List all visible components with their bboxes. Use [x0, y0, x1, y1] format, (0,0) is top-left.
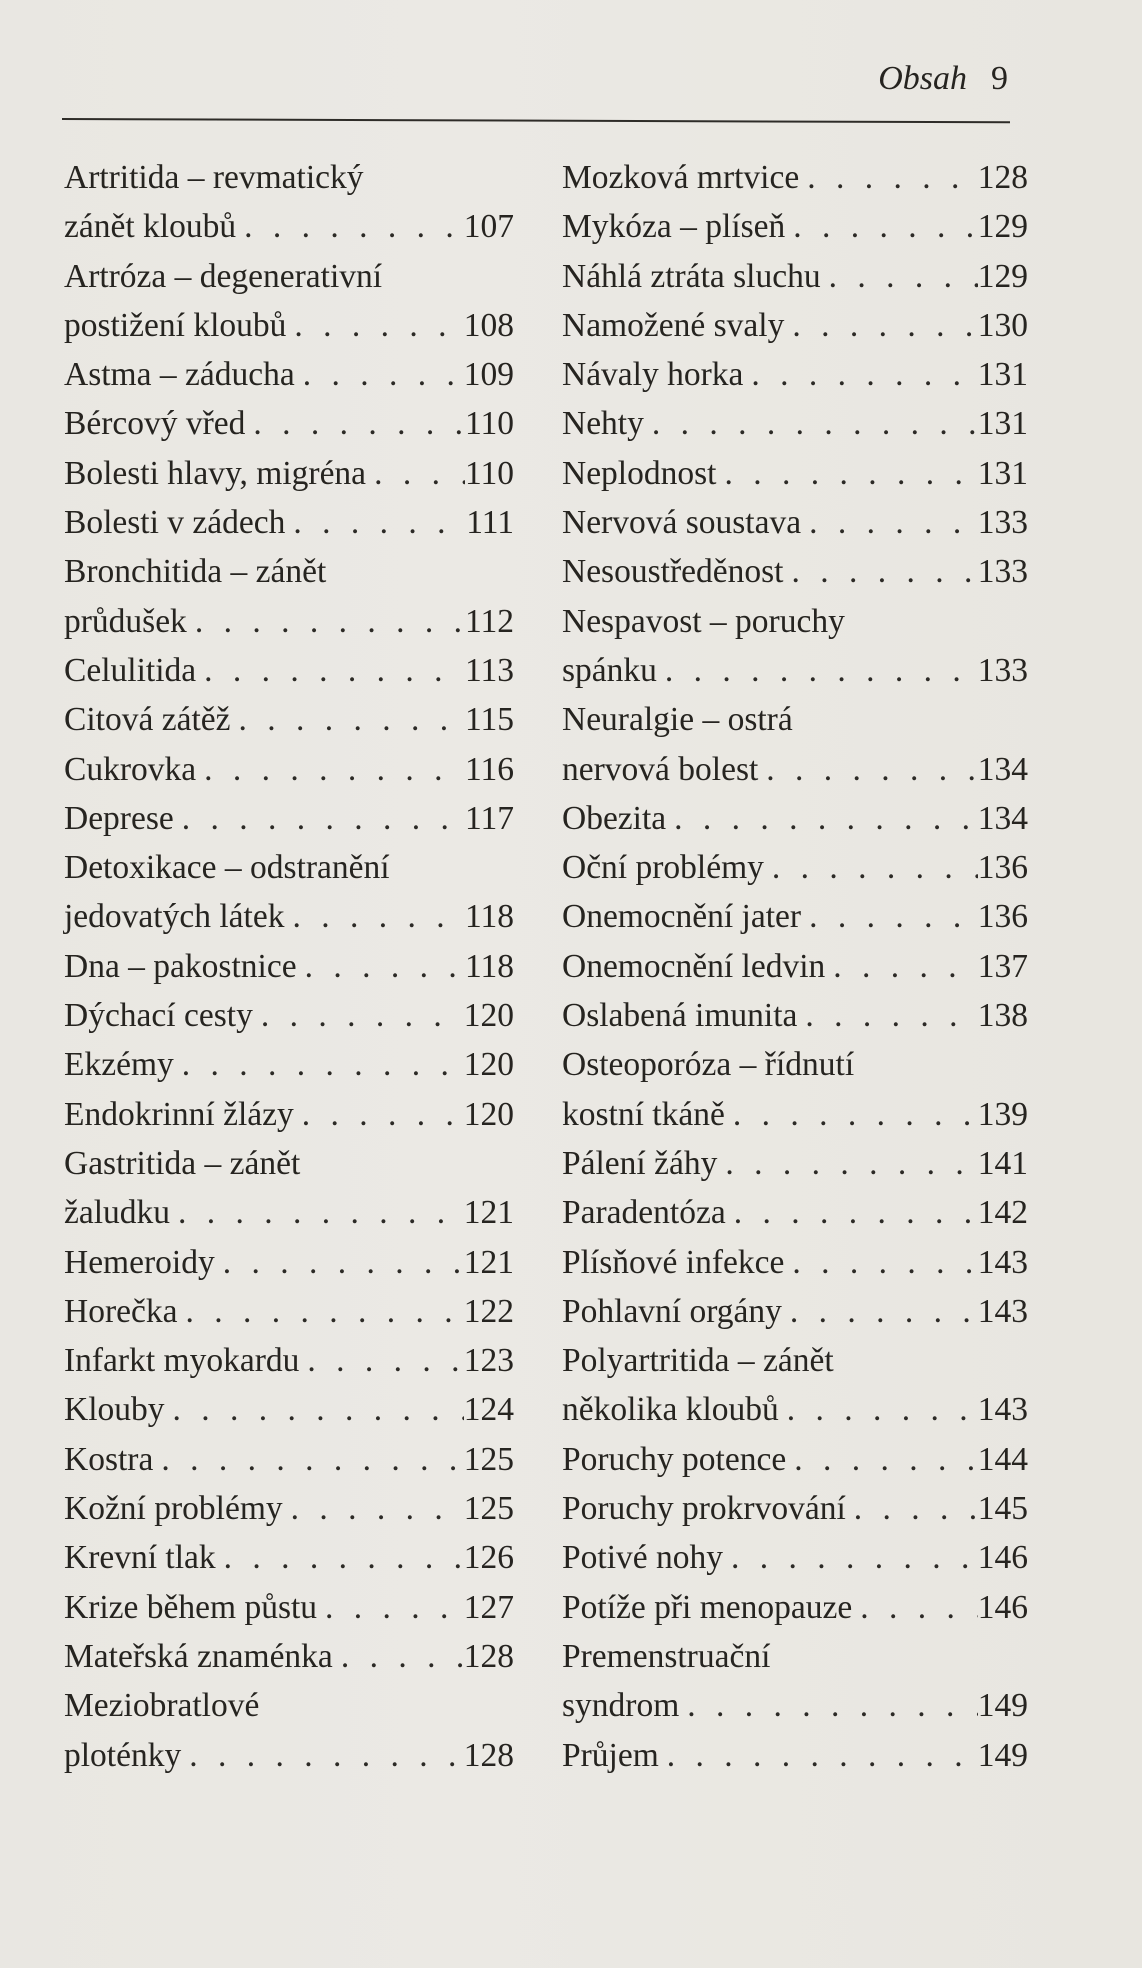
- toc-entry-page-number: 116: [464, 750, 514, 788]
- toc-entry-page-number: 131: [977, 454, 1028, 492]
- dot-leader: [846, 1484, 978, 1533]
- toc-entry-leader-row: [562, 498, 1028, 547]
- toc-entry: [64, 695, 514, 744]
- toc-entry-line: Meziobratlové: [64, 1687, 260, 1725]
- toc-entry-title: Dýchací cesty: [64, 997, 253, 1035]
- toc-entry: [64, 1336, 514, 1385]
- toc-entry: [64, 942, 514, 991]
- toc-entry-leader-row: [562, 202, 1028, 251]
- toc-entry-leader-row: [562, 1731, 1028, 1780]
- toc-entry-title: Kožní problémy: [64, 1490, 283, 1528]
- toc-entry-page-number: 120: [463, 1046, 514, 1084]
- dot-leader: [216, 1533, 464, 1582]
- toc-entry-line: Bronchitida – zánět: [64, 553, 327, 591]
- toc-entry-title: Neplodnost: [562, 454, 717, 492]
- toc-entry-leader-row: [64, 1238, 514, 1287]
- dot-leader: [245, 399, 465, 448]
- toc-entry: [64, 350, 514, 399]
- toc-entry-page-number: 134: [977, 799, 1028, 837]
- toc-entry-page-number: 129: [977, 208, 1028, 246]
- toc-entry-leader-row: [64, 399, 514, 448]
- toc-entry-leader-row: [64, 942, 514, 991]
- toc-entry: [64, 1090, 514, 1139]
- toc-entry-leader-row: [562, 1484, 1028, 1533]
- toc-entry: [562, 449, 1028, 498]
- toc-entry-leader-row: [64, 695, 514, 744]
- toc-entry-title: ploténky: [64, 1736, 182, 1774]
- toc-entry: [64, 547, 514, 646]
- toc-entry-leader-row: [64, 301, 514, 350]
- toc-entry-leader-row: [562, 794, 1028, 843]
- toc-entry: [562, 1188, 1028, 1237]
- toc-entry-title: průdušek: [64, 602, 187, 640]
- toc-entry-title: Paradentóza: [562, 1194, 726, 1232]
- toc-entry-page-number: 126: [463, 1539, 514, 1577]
- dot-leader: [725, 1090, 978, 1139]
- dot-leader: [333, 1632, 464, 1681]
- toc-entry-line: Gastritida – zánět: [64, 1144, 301, 1182]
- toc-entry: [562, 202, 1028, 251]
- toc-entry-page-number: 121: [463, 1243, 514, 1281]
- toc-entry: [64, 1238, 514, 1287]
- toc-entry-page-number: 143: [977, 1292, 1028, 1330]
- toc-entry-title: Krevní tlak: [64, 1539, 216, 1577]
- toc-entry-title: Bolesti v zádech: [64, 504, 286, 542]
- toc-entry-page-number: 113: [464, 651, 514, 689]
- toc-entry-leader-row: [64, 1484, 514, 1533]
- toc-entry-page-number: 131: [977, 405, 1028, 443]
- dot-leader: [785, 202, 977, 251]
- toc-entry-leader-row: [562, 252, 1028, 301]
- toc-entry-page-number: 137: [977, 947, 1028, 985]
- toc-entry: [64, 1484, 514, 1533]
- toc-entry-leader-row: [64, 202, 514, 251]
- toc-entry-page-number: 143: [977, 1391, 1028, 1429]
- toc-entry: [562, 695, 1028, 794]
- dot-leader: [153, 1435, 463, 1484]
- toc-entry: [64, 1040, 514, 1089]
- toc-entry-title: Krize během půstu: [64, 1588, 318, 1626]
- toc-entry-page-number: 109: [463, 356, 514, 394]
- toc-entry-line: Neuralgie – ostrá: [562, 701, 793, 739]
- toc-entry-leader-row: [562, 1385, 1028, 1434]
- toc-entry: [562, 1632, 1028, 1731]
- dot-leader: [783, 547, 977, 596]
- toc-entry-leader-row: [562, 153, 1028, 202]
- toc-entry-leader-row: [64, 350, 514, 399]
- toc-entry-title: spánku: [562, 651, 657, 689]
- toc-entry-title: Infarkt myokardu: [64, 1342, 300, 1380]
- dot-leader: [253, 991, 464, 1040]
- toc-entry: [64, 1533, 514, 1582]
- toc-entry-title: Poruchy prokrvování: [562, 1490, 846, 1528]
- dot-leader: [283, 1484, 464, 1533]
- toc-entry-title: Průjem: [562, 1736, 659, 1774]
- toc-entry-title: Onemocnění ledvin: [562, 947, 826, 985]
- toc-entry: [64, 1583, 514, 1632]
- toc-entry-page-number: 120: [463, 1095, 514, 1133]
- running-header: [878, 62, 1008, 96]
- toc-entry-title: Nesoustředěnost: [562, 553, 784, 591]
- toc-entry-title: Dna – pakostnice: [64, 947, 297, 985]
- toc-entry-line: Premenstruační: [562, 1637, 771, 1675]
- toc-entry-title: Obezita: [562, 799, 667, 837]
- toc-entry: [562, 991, 1028, 1040]
- dot-leader: [295, 350, 464, 399]
- toc-entry-title: kostní tkáně: [562, 1095, 725, 1133]
- toc-left-column: [64, 153, 514, 1780]
- dot-leader: [758, 745, 977, 794]
- dot-leader: [784, 301, 977, 350]
- toc-entry-leader-row: [64, 794, 514, 843]
- toc-entry-leader-row: [64, 646, 514, 695]
- toc-entry-leader-row: [64, 1435, 514, 1484]
- toc-entry-leader-row: [562, 1681, 1028, 1730]
- toc-entry-title: Horečka: [64, 1292, 178, 1330]
- toc-entry-title: Bércový vřed: [64, 405, 246, 443]
- toc-entry: [562, 301, 1028, 350]
- header-page-number: 9: [991, 60, 1008, 97]
- toc-entry-title: Bolesti hlavy, migréna: [64, 454, 367, 492]
- toc-entry: [562, 1287, 1028, 1336]
- dot-leader: [743, 350, 977, 399]
- dot-leader: [294, 1090, 464, 1139]
- toc-entry-title: syndrom: [562, 1687, 680, 1725]
- toc-entry-leader-row: [64, 1731, 514, 1780]
- toc-entry-title: Plísňové infekce: [562, 1243, 785, 1281]
- toc-entry: [562, 1336, 1028, 1435]
- dot-leader: [174, 1040, 464, 1089]
- toc-entry-title: Nervová soustava: [562, 504, 802, 542]
- toc-entry: [562, 153, 1028, 202]
- toc-entry-page-number: 128: [977, 159, 1028, 196]
- header-title: Obsah: [878, 60, 967, 97]
- toc-entry-leader-row: [562, 1533, 1028, 1582]
- toc-entry: [562, 350, 1028, 399]
- toc-entry-page-number: 107: [463, 208, 514, 246]
- toc-entry-leader-row: [562, 399, 1028, 448]
- toc-entry-page-number: 117: [464, 799, 514, 837]
- toc-entry-title: Ekzémy: [64, 1046, 174, 1084]
- toc-entry-page-number: 121: [463, 1194, 514, 1232]
- toc-entry-title: Deprese: [64, 799, 174, 837]
- toc-entry-page-number: 141: [977, 1144, 1028, 1182]
- toc-entry: [562, 597, 1028, 696]
- toc-entry: [562, 1139, 1028, 1188]
- toc-entry: [64, 449, 514, 498]
- toc-entry-leader-row: [562, 301, 1028, 350]
- toc-entry: [562, 547, 1028, 596]
- toc-entry-line: Artróza – degenerativní: [64, 257, 383, 295]
- dot-leader: [679, 1681, 978, 1730]
- dot-leader: [366, 449, 465, 498]
- toc-entry: [64, 991, 514, 1040]
- dot-leader: [821, 252, 978, 301]
- dot-leader: [299, 1336, 463, 1385]
- dot-leader: [181, 1731, 464, 1780]
- toc-entry-page-number: 138: [977, 997, 1028, 1035]
- dot-leader: [286, 301, 463, 350]
- dot-leader: [284, 892, 465, 941]
- dot-leader: [644, 399, 978, 448]
- toc-entry-leader-row: [64, 1336, 514, 1385]
- dot-leader: [786, 1435, 978, 1484]
- toc-entry-page-number: 145: [977, 1490, 1028, 1528]
- dot-leader: [657, 646, 978, 695]
- dot-leader: [317, 1583, 464, 1632]
- toc-entry-page-number: 125: [463, 1440, 514, 1478]
- toc-entry-title: Celulitida: [64, 651, 197, 689]
- dot-leader: [231, 695, 465, 744]
- toc-entry-leader-row: [64, 1533, 514, 1582]
- toc-entry-title: Klouby: [64, 1391, 165, 1429]
- toc-entry-leader-row: [562, 350, 1028, 399]
- toc-entry-page-number: 125: [463, 1490, 514, 1528]
- toc-entry-page-number: 133: [977, 504, 1028, 542]
- toc-entry-line: Nespavost – poruchy: [562, 602, 845, 640]
- header-rule: [62, 118, 1010, 123]
- toc-entry-leader-row: [562, 1435, 1028, 1484]
- toc-entry-leader-row: [562, 942, 1028, 991]
- toc-entry-title: Hemeroidy: [64, 1243, 215, 1281]
- toc-entry-title: Oslabená imunita: [562, 997, 798, 1035]
- dot-leader: [177, 1287, 463, 1336]
- toc-entry-leader-row: [562, 1238, 1028, 1287]
- toc-entry-leader-row: [64, 1385, 514, 1434]
- toc-right-column: [562, 153, 1028, 1780]
- toc-entry: [562, 399, 1028, 448]
- dot-leader: [779, 1385, 978, 1434]
- toc-entry-page-number: 110: [464, 405, 514, 443]
- toc-entry-leader-row: [64, 498, 514, 547]
- toc-entry-title: Poruchy potence: [562, 1440, 787, 1478]
- toc-entry-page-number: 130: [977, 306, 1028, 344]
- toc-entry: [562, 1533, 1028, 1582]
- toc-entry-title: Náhlá ztráta sluchu: [562, 257, 821, 295]
- dot-leader: [297, 942, 465, 991]
- dot-leader: [852, 1583, 978, 1632]
- toc-entry-leader-row: [562, 1090, 1028, 1139]
- toc-entry-title: několika kloubů: [562, 1391, 779, 1429]
- toc-entry-page-number: 112: [464, 602, 514, 640]
- toc-entry: [562, 1731, 1028, 1780]
- toc-entry-page-number: 136: [977, 849, 1028, 887]
- toc-entry-leader-row: [562, 745, 1028, 794]
- dot-leader: [801, 892, 978, 941]
- dot-leader: [285, 498, 466, 547]
- toc-entry-page-number: 128: [463, 1637, 514, 1675]
- toc-entry-title: Mateřská znaménka: [64, 1637, 333, 1675]
- toc-entry: [562, 498, 1028, 547]
- toc-entry-page-number: 133: [977, 553, 1028, 591]
- toc-entry: [64, 1435, 514, 1484]
- dot-leader: [716, 449, 977, 498]
- toc-entry-line: Polyartritida – zánět: [562, 1342, 834, 1380]
- toc-entry-page-number: 123: [463, 1342, 514, 1380]
- toc-entry-page-number: 120: [463, 997, 514, 1035]
- toc-entry-leader-row: [64, 745, 514, 794]
- toc-entry: [562, 892, 1028, 941]
- toc-entry-page-number: 129: [977, 257, 1028, 295]
- toc-entry: [562, 1435, 1028, 1484]
- dot-leader: [801, 498, 978, 547]
- toc-entry-title: Onemocnění jater: [562, 898, 802, 936]
- toc-entry-leader-row: [562, 547, 1028, 596]
- toc-entry: [64, 1139, 514, 1238]
- dot-leader: [174, 794, 465, 843]
- toc-entry: [64, 794, 514, 843]
- toc-entry-page-number: 111: [466, 504, 514, 542]
- toc-entry-leader-row: [562, 449, 1028, 498]
- toc-entry: [562, 252, 1028, 301]
- toc-entry-leader-row: [64, 597, 514, 646]
- toc-entry: [64, 745, 514, 794]
- toc-entry: [64, 1632, 514, 1681]
- toc-entry: [562, 1040, 1028, 1139]
- toc-entry-leader-row: [562, 991, 1028, 1040]
- dot-leader: [170, 1188, 464, 1237]
- toc-entry-page-number: 108: [463, 306, 514, 344]
- toc-entry-title: Cukrovka: [64, 750, 197, 788]
- dot-leader: [782, 1287, 978, 1336]
- toc-entry-page-number: 128: [463, 1736, 514, 1774]
- toc-entry-page-number: 136: [977, 898, 1028, 936]
- dot-leader: [797, 991, 977, 1040]
- toc-entry-page-number: 118: [464, 898, 514, 936]
- toc-entry: [562, 1238, 1028, 1287]
- toc-entry: [64, 153, 514, 252]
- toc-entry-page-number: 149: [977, 1736, 1028, 1774]
- toc-entry-title: Pohlavní orgány: [562, 1292, 782, 1330]
- toc-entry: [64, 1385, 514, 1434]
- dot-leader: [784, 1238, 977, 1287]
- dot-leader: [215, 1238, 464, 1287]
- toc-entry-page-number: 149: [977, 1687, 1028, 1725]
- toc-entry-line: Osteoporóza – řídnutí: [562, 1046, 855, 1084]
- toc-entry-page-number: 146: [977, 1588, 1028, 1626]
- toc-entry-title: Návaly horka: [562, 356, 744, 394]
- toc-entry: [562, 843, 1028, 892]
- toc-entry-page-number: 131: [977, 356, 1028, 394]
- dot-leader: [723, 1533, 978, 1582]
- toc-entry-title: Astma – záducha: [64, 356, 295, 394]
- toc-entry-leader-row: [562, 1287, 1028, 1336]
- toc-entry-page-number: 122: [463, 1292, 514, 1330]
- dot-leader: [799, 153, 978, 202]
- dot-leader: [666, 794, 978, 843]
- toc-entry: [64, 1681, 514, 1780]
- toc-entry-title: Pálení žáhy: [562, 1144, 718, 1182]
- toc-entry-page-number: 146: [977, 1539, 1028, 1577]
- toc-entry-title: Nehty: [562, 405, 644, 443]
- dot-leader: [187, 597, 465, 646]
- toc-entry-leader-row: [64, 1632, 514, 1681]
- toc-entry-title: Mozková mrtvice: [562, 159, 800, 196]
- toc-entry-leader-row: [562, 1583, 1028, 1632]
- toc-entry-leader-row: [64, 1090, 514, 1139]
- toc-entry-page-number: 127: [463, 1588, 514, 1626]
- toc-entry: [64, 399, 514, 448]
- toc-entry-title: Mykóza – plíseň: [562, 208, 786, 246]
- toc-entry-title: zánět kloubů: [64, 208, 237, 246]
- toc-entry-page-number: 133: [977, 651, 1028, 689]
- dot-leader: [825, 942, 977, 991]
- toc-entry-page-number: 110: [464, 454, 514, 492]
- toc-entry: [64, 498, 514, 547]
- toc-entry-leader-row: [64, 991, 514, 1040]
- toc-entry-page-number: 134: [977, 750, 1028, 788]
- toc-entry-title: žaludku: [64, 1194, 171, 1232]
- dot-leader: [196, 646, 465, 695]
- toc-entry-page-number: 139: [977, 1095, 1028, 1133]
- toc-entry-title: Namožené svaly: [562, 306, 785, 344]
- toc-entry-line: Detoxikace – odstranění: [64, 849, 390, 887]
- toc-entry-page-number: 142: [977, 1194, 1028, 1232]
- toc-entry-page-number: 124: [463, 1391, 514, 1429]
- toc-entry-line: Artritida – revmatický: [64, 159, 364, 196]
- dot-leader: [236, 202, 464, 251]
- toc-entry-title: Potíže při menopauze: [562, 1588, 853, 1626]
- toc-entry-leader-row: [64, 1583, 514, 1632]
- toc-entry-leader-row: [64, 449, 514, 498]
- toc-entry-page-number: 118: [464, 947, 514, 985]
- toc-entry-title: nervová bolest: [562, 750, 759, 788]
- toc-entry-page-number: 144: [977, 1440, 1028, 1478]
- toc-entry-title: Kostra: [64, 1440, 154, 1478]
- toc-entry-title: Oční problémy: [562, 849, 764, 887]
- toc-entry-leader-row: [562, 1188, 1028, 1237]
- toc-entry-leader-row: [562, 892, 1028, 941]
- toc-entry: [562, 1583, 1028, 1632]
- toc-entry-page-number: 143: [977, 1243, 1028, 1281]
- toc-entry: [64, 252, 514, 351]
- toc-entry-page-number: 115: [464, 701, 514, 739]
- toc-entry: [562, 794, 1028, 843]
- toc-entry: [64, 843, 514, 942]
- toc-entry-leader-row: [64, 1040, 514, 1089]
- toc-entry-leader-row: [64, 1188, 514, 1237]
- dot-leader: [659, 1731, 978, 1780]
- toc-entry-title: postižení kloubů: [64, 306, 287, 344]
- toc-entry-title: Potivé nohy: [562, 1539, 723, 1577]
- toc-entry: [562, 1484, 1028, 1533]
- toc-entry-leader-row: [64, 1287, 514, 1336]
- toc-entry: [64, 1287, 514, 1336]
- toc-entry-leader-row: [562, 843, 1028, 892]
- dot-leader: [196, 745, 465, 794]
- toc-entry-title: jedovatých látek: [64, 898, 285, 936]
- dot-leader: [726, 1188, 978, 1237]
- toc-entry: [64, 646, 514, 695]
- toc-entry: [562, 942, 1028, 991]
- toc-entry-leader-row: [562, 1139, 1028, 1188]
- dot-leader: [165, 1385, 464, 1434]
- dot-leader: [717, 1139, 977, 1188]
- toc-entry-leader-row: [64, 892, 514, 941]
- toc-entry-title: Endokrinní žlázy: [64, 1095, 294, 1133]
- toc-entry-title: Citová zátěž: [64, 701, 231, 739]
- toc-entry-leader-row: [562, 646, 1028, 695]
- dot-leader: [764, 843, 978, 892]
